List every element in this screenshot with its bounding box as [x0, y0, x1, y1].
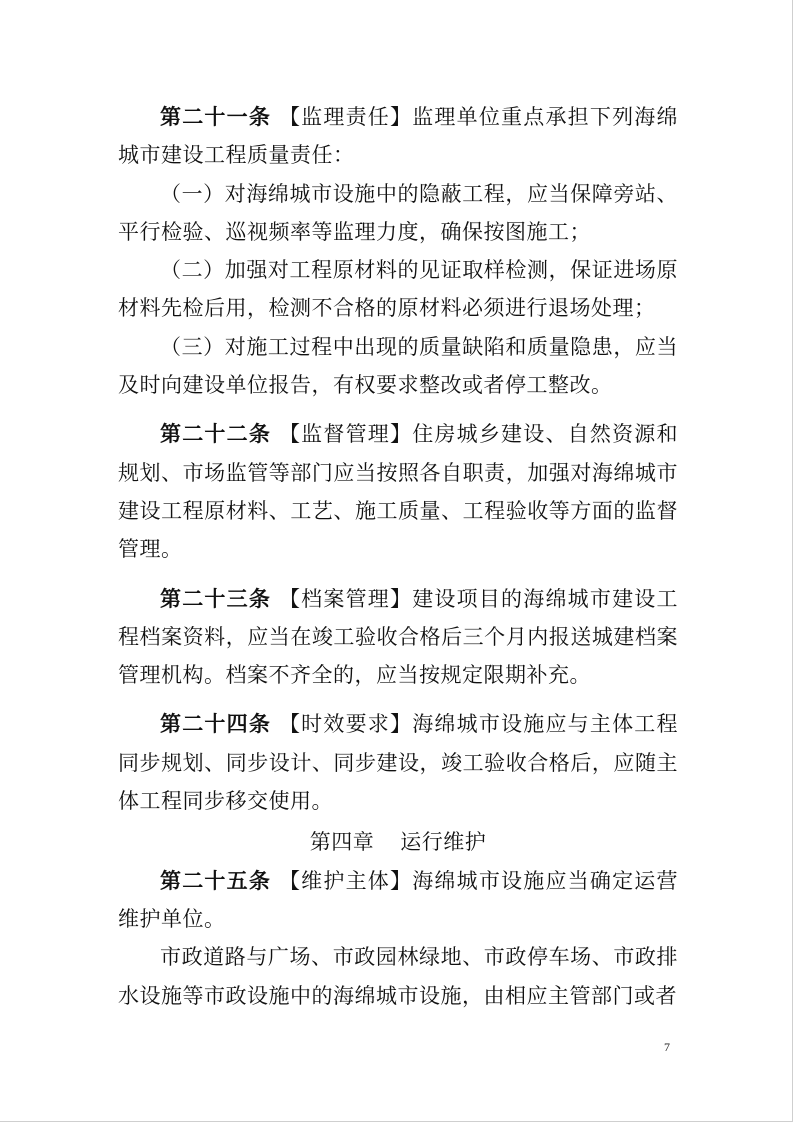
article-topic: 【档案管理】: [278, 586, 413, 611]
article-text: 建设项目的海绵城市建设工程档案资料，应当在竣工验收合格后三个月内报送城建档案管理机构。档案不齐全的，应当按规定限期补充。: [118, 586, 679, 688]
article-number: 第二十三条: [160, 586, 272, 611]
article-text: 监理单位重点承担下列海绵城市建设工程质量责任：: [118, 105, 679, 168]
page-number: 7: [664, 1040, 670, 1054]
article-topic: 【维护主体】: [278, 868, 413, 893]
article-number: 第二十五条: [160, 868, 272, 893]
article-21-item-1: （一）对海绵城市设施中的隐蔽工程，应当保障旁站、平行检验、巡视频率等监理力度，确保按图施工；: [118, 181, 678, 244]
article-24: [118, 705, 678, 820]
article-21-item-2: （二）加强对工程原材料的见证取样检测，保证进场原材料先检后用，检测不合格的原材料必须进行退场处理；: [118, 258, 678, 321]
chapter-title: 运行维护: [400, 830, 487, 855]
article-number: 第二十二条: [160, 422, 272, 447]
article-number: 第二十四条: [160, 712, 272, 737]
article-text: 住房城乡建设、自然资源和规划、市场监管等部门应当按照各自职责，加强对海绵城市建设工程原材料、工艺、施工质量、工程验收等方面的监督管理。: [118, 422, 679, 562]
article-21-item-3: （三）对施工过程中出现的质量缺陷和质量隐患，应当及时向建设单位报告，有权要求整改或者停工整改。: [118, 334, 678, 398]
chapter-heading: [118, 823, 678, 861]
article-25-paragraph-2: 市政道路与广场、市政园林绿地、市政停车场、市政排水设施等市政设施中的海绵城市设施，由相应主管部门或者: [118, 945, 678, 1008]
article-number: 第二十一条: [160, 105, 272, 129]
article-text: 海绵城市设施应当确定运营维护单位。: [118, 868, 679, 931]
article-text: 海绵城市设施应与主体工程同步规划、同步设计、同步建设，竣工验收合格后，应随主体工程同步移交使用。: [118, 712, 679, 814]
document-body: [118, 98, 678, 1015]
article-22: [118, 415, 678, 568]
article-topic: 【时效要求】: [278, 712, 413, 737]
article-21: [118, 98, 678, 175]
article-23: [118, 580, 678, 695]
article-25: [118, 862, 678, 939]
chapter-number: 第四章: [309, 830, 375, 855]
article-topic: 【监督管理】: [278, 422, 413, 447]
article-topic: 【监理责任】: [278, 105, 413, 129]
